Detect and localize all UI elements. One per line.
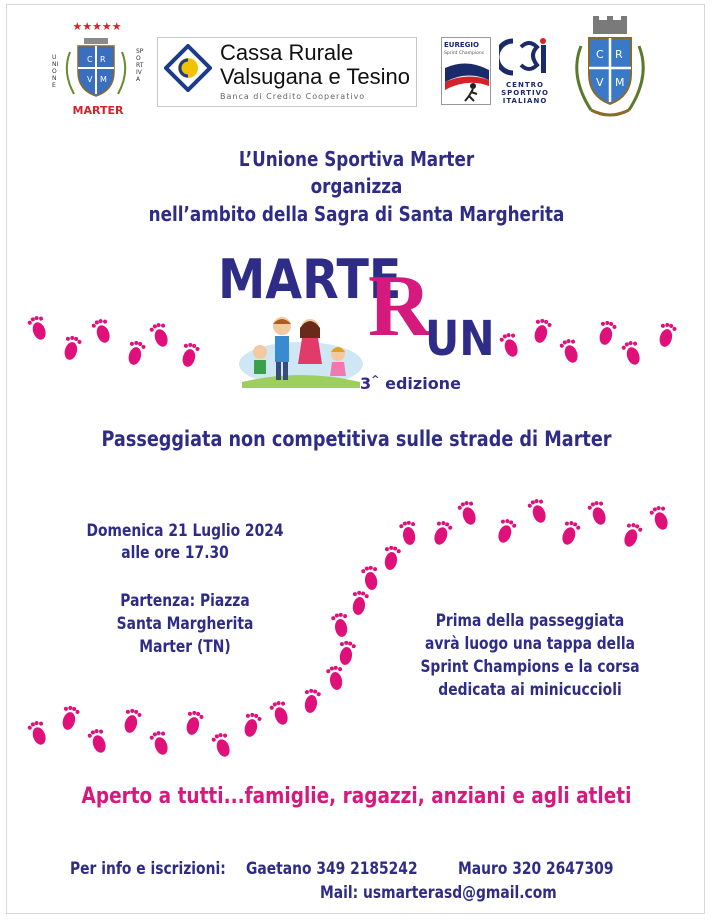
- cassa-rurale-line2: Valsugana e Tesino: [220, 64, 410, 89]
- start-line1: Partenza: Piazza: [120, 591, 250, 610]
- euregio-logo: [441, 37, 491, 105]
- stars-icon: ★★★★★: [72, 20, 122, 33]
- shield-letter: R: [100, 55, 106, 64]
- contact-mail: Mail: usmarterasd@gmail.com: [320, 883, 557, 902]
- event-time: alle ore 17.30: [121, 543, 229, 562]
- csi-line3: ITALIANO: [502, 97, 548, 105]
- cassa-rurale-tagline: Banca di Credito Cooperativo: [220, 92, 366, 101]
- edition-superscript: ^: [371, 374, 380, 386]
- poster-frame: [6, 4, 705, 914]
- csi-line1: CENTRO: [506, 81, 544, 89]
- contact-gaetano: Gaetano 349 2185242: [246, 859, 418, 878]
- cassa-rurale-emblem-icon: [164, 44, 212, 92]
- csi-line2: SPORTIVO: [501, 89, 549, 97]
- prior-line2: avrà luogo una tappa della: [425, 634, 635, 653]
- crest-letter: V: [596, 76, 604, 89]
- csi-emblem-icon: [499, 37, 551, 77]
- start-line2: Santa Margherita: [116, 614, 254, 633]
- open-to-line: Aperto a tutti...famiglie, ragazzi, anziani e agli atleti: [81, 784, 632, 809]
- sportiva-vertical-text: SPORTIVA: [136, 48, 144, 83]
- prior-line4: dedicata ai minicuccioli: [438, 680, 622, 699]
- marter-logo-name: MARTER: [72, 104, 124, 117]
- event-subtitle: Passeggiata non competitiva sulle strade di Marter: [101, 427, 612, 451]
- family-illustration: [238, 312, 364, 388]
- shield-letter: V: [87, 75, 93, 84]
- contacts-label: Per info e iscrizioni:: [70, 859, 226, 878]
- title-marte: MARTE: [218, 248, 402, 311]
- shield-letter: C: [87, 55, 93, 64]
- cassa-rurale-line1: Cassa Rurale: [220, 40, 354, 65]
- start-line3: Marter (TN): [139, 637, 231, 656]
- sagra-line: nell’ambito della Sagra di Santa Margherita: [148, 202, 565, 226]
- edition-label: [360, 374, 461, 393]
- contact-mauro: Mauro 320 2647309: [458, 859, 614, 878]
- us-marter-logo: [48, 20, 148, 122]
- shield-letter: M: [100, 75, 107, 84]
- prior-line3: Sprint Champions e la corsa: [420, 657, 640, 676]
- title-big-r: R: [368, 258, 432, 355]
- title-un: UN: [425, 311, 495, 367]
- euregio-sub: Sprint Champions: [444, 51, 485, 56]
- runner-icon: [445, 60, 489, 102]
- euregio-label: EUREGIO: [444, 41, 479, 49]
- prior-line1: Prima della passeggiata: [435, 611, 625, 630]
- crest-letter: C: [596, 48, 604, 61]
- edition-number: 3: [360, 374, 372, 393]
- organizer-line: L’Unione Sportiva Marter: [238, 147, 475, 171]
- csi-logo: [497, 37, 553, 105]
- crest-letter: R: [615, 48, 623, 61]
- unione-vertical-text: UNIONE: [52, 54, 59, 89]
- cassa-rurale-logo: [157, 37, 417, 107]
- organizza-line: organizza: [310, 174, 403, 198]
- event-date: Domenica 21 Luglio 2024: [86, 521, 284, 540]
- marter-crest-icon: [567, 16, 653, 126]
- crest-letter: M: [615, 76, 625, 89]
- edition-word: edizione: [379, 374, 461, 393]
